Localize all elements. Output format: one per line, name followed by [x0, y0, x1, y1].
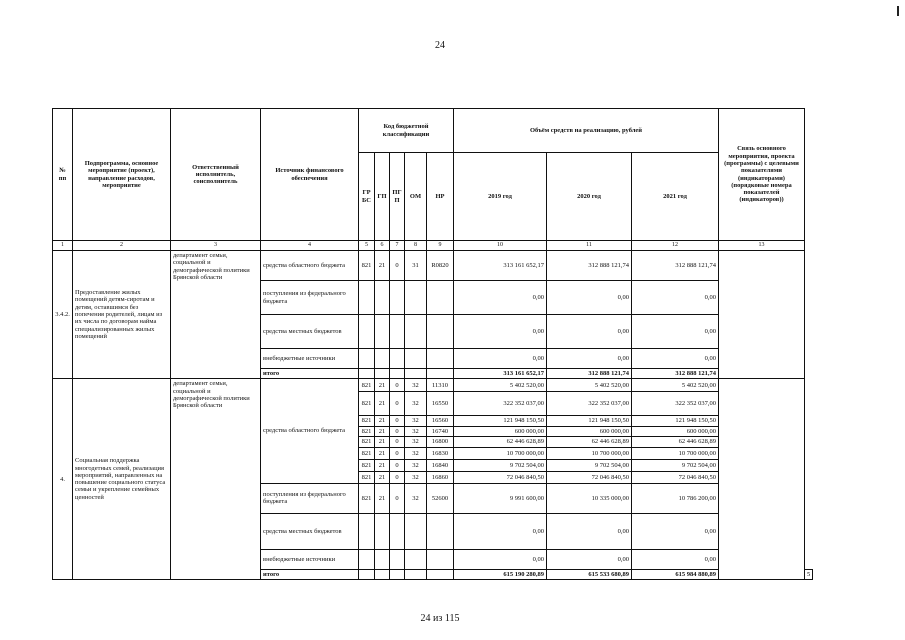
pgp-cell: 0 [390, 436, 405, 447]
amount-2020: 121 948 150,50 [547, 416, 632, 426]
grbs-cell [359, 549, 375, 569]
pgp-cell: 0 [390, 483, 405, 513]
om-cell: 32 [405, 436, 427, 447]
om-cell [405, 369, 427, 379]
amount-2021: 62 446 628,89 [632, 436, 719, 447]
np-cell: 16740 [427, 426, 454, 436]
link-cell [719, 251, 805, 379]
np-cell: R0820 [427, 251, 454, 281]
grbs-cell [359, 513, 375, 549]
amount-2021: 312 888 121,74 [632, 251, 719, 281]
amount-2021: 0,00 [632, 349, 719, 369]
header-subprogram: Подпрограмма, основное мероприятие (проект), направление расходов, мероприятие [73, 109, 171, 241]
funding-source: поступления из федерального бюджета [261, 281, 359, 315]
om-cell: 32 [405, 426, 427, 436]
amount-2020: 5 402 520,00 [547, 379, 632, 392]
funding-source: средства областного бюджета [261, 251, 359, 281]
om-cell [405, 549, 427, 569]
funding-source: средства областного бюджета [261, 379, 359, 484]
np-cell: 52600 [427, 483, 454, 513]
pgp-cell: 0 [390, 459, 405, 471]
pgp-cell: 0 [390, 392, 405, 416]
om-cell: 32 [405, 471, 427, 483]
pgp-cell: 0 [390, 251, 405, 281]
amount-2020: 0,00 [547, 549, 632, 569]
total-2020: 312 888 121,74 [547, 369, 632, 379]
grbs-cell: 821 [359, 392, 375, 416]
pgp-cell [390, 281, 405, 315]
total-2019: 313 161 652,17 [454, 369, 547, 379]
np-cell [427, 513, 454, 549]
pgp-cell: 0 [390, 426, 405, 436]
np-cell: 16830 [427, 447, 454, 459]
amount-2019: 62 446 628,89 [454, 436, 547, 447]
amount-2020: 322 352 037,00 [547, 392, 632, 416]
np-cell [427, 549, 454, 569]
pgp-cell: 0 [390, 379, 405, 392]
om-cell: 32 [405, 447, 427, 459]
np-cell: 16860 [427, 471, 454, 483]
np-cell [427, 281, 454, 315]
amount-2021: 5 402 520,00 [632, 379, 719, 392]
om-cell: 32 [405, 483, 427, 513]
gp-cell: 21 [375, 447, 390, 459]
om-cell [405, 569, 427, 579]
col-number: 4 [261, 241, 359, 251]
grbs-cell: 821 [359, 426, 375, 436]
amount-2021: 10 786 200,00 [632, 483, 719, 513]
col-number: 7 [390, 241, 405, 251]
gp-cell [375, 349, 390, 369]
col-number: 9 [427, 241, 454, 251]
gp-cell: 21 [375, 471, 390, 483]
amount-2019: 0,00 [454, 281, 547, 315]
header-source: Источник финансового обеспечения [261, 109, 359, 241]
amount-2019: 9 702 504,00 [454, 459, 547, 471]
pgp-cell [390, 315, 405, 349]
pgp-cell: 0 [390, 471, 405, 483]
header-2021: 2021 год [632, 153, 719, 241]
col-number: 11 [547, 241, 632, 251]
header-executor: Ответственный исполнитель, соисполнитель [171, 109, 261, 241]
col-number: 5 [359, 241, 375, 251]
amount-2020: 0,00 [547, 315, 632, 349]
page-number-top: 24 [435, 40, 445, 51]
om-cell: 32 [405, 459, 427, 471]
om-cell: 32 [405, 416, 427, 426]
gp-cell [375, 569, 390, 579]
amount-2019: 313 161 652,17 [454, 251, 547, 281]
np-cell [427, 569, 454, 579]
grbs-cell: 821 [359, 251, 375, 281]
amount-2021: 322 352 037,00 [632, 392, 719, 416]
budget-table [52, 108, 813, 580]
grbs-cell: 821 [359, 459, 375, 471]
om-cell [405, 281, 427, 315]
pgp-cell [390, 549, 405, 569]
gp-cell: 21 [375, 426, 390, 436]
amount-2021: 10 700 000,00 [632, 447, 719, 459]
executor: департамент семьи, социальной и демографической политики Брянской области [171, 379, 261, 580]
grbs-cell: 821 [359, 379, 375, 392]
total-label: итого [261, 569, 359, 579]
om-cell: 32 [405, 392, 427, 416]
executor: департамент семьи, социальной и демографической политики Брянской области [171, 251, 261, 379]
pgp-cell: 0 [390, 447, 405, 459]
amount-2020: 0,00 [547, 281, 632, 315]
header-link: Связь основного мероприятия, проекта (программы) с целевыми показателями (индикаторами) (порядковые номера показателей (индикаторов)) [719, 109, 805, 241]
total-label: итого [261, 369, 359, 379]
col-number: 6 [375, 241, 390, 251]
np-cell: 16560 [427, 416, 454, 426]
np-cell: 16840 [427, 459, 454, 471]
grbs-cell: 821 [359, 447, 375, 459]
amount-2019: 121 948 150,50 [454, 416, 547, 426]
funding-source: внебюджетные источники [261, 349, 359, 369]
row-number: 3.4.2. [53, 251, 73, 379]
col-number: 2 [73, 241, 171, 251]
total-2019: 615 190 280,89 [454, 569, 547, 579]
amount-2019: 5 402 520,00 [454, 379, 547, 392]
amount-2021: 0,00 [632, 315, 719, 349]
gp-cell: 21 [375, 392, 390, 416]
link-cell [719, 379, 805, 580]
header-budget-code: Код бюджетной классификации [359, 109, 454, 153]
gp-cell: 21 [375, 483, 390, 513]
amount-2021: 9 702 504,00 [632, 459, 719, 471]
header-no: № пп [53, 109, 73, 241]
gp-cell [375, 513, 390, 549]
page-footer: 24 из 115 [420, 613, 460, 624]
gp-cell [375, 549, 390, 569]
amount-2021: 0,00 [632, 549, 719, 569]
gp-cell [375, 281, 390, 315]
gp-cell: 21 [375, 416, 390, 426]
row-number: 4. [53, 379, 73, 580]
amount-2021: 0,00 [632, 513, 719, 549]
amount-2019: 0,00 [454, 549, 547, 569]
np-cell: 11310 [427, 379, 454, 392]
total-2020: 615 533 680,89 [547, 569, 632, 579]
grbs-cell: 821 [359, 416, 375, 426]
amount-2020: 10 700 000,00 [547, 447, 632, 459]
grbs-cell [359, 569, 375, 579]
pgp-cell [390, 569, 405, 579]
gp-cell: 21 [375, 379, 390, 392]
gp-cell: 21 [375, 436, 390, 447]
col-number: 8 [405, 241, 427, 251]
amount-2020: 600 000,00 [547, 426, 632, 436]
funding-source: внебюджетные источники [261, 549, 359, 569]
amount-2019: 0,00 [454, 513, 547, 549]
amount-2019: 10 700 000,00 [454, 447, 547, 459]
funding-source: поступления из федерального бюджета [261, 483, 359, 513]
amount-2021: 0,00 [632, 281, 719, 315]
grbs-cell: 821 [359, 436, 375, 447]
header-2019: 2019 год [454, 153, 547, 241]
amount-2019: 0,00 [454, 315, 547, 349]
amount-2020: 62 446 628,89 [547, 436, 632, 447]
gp-cell: 21 [375, 251, 390, 281]
amount-2020: 0,00 [547, 349, 632, 369]
total-2021: 312 888 121,74 [632, 369, 719, 379]
grbs-cell: 821 [359, 483, 375, 513]
grbs-cell [359, 369, 375, 379]
amount-2020: 72 046 840,50 [547, 471, 632, 483]
grbs-cell [359, 315, 375, 349]
amount-2020: 10 335 000,00 [547, 483, 632, 513]
pgp-cell [390, 513, 405, 549]
np-cell: 16550 [427, 392, 454, 416]
header-2020: 2020 год [547, 153, 632, 241]
grbs-cell [359, 281, 375, 315]
np-cell [427, 349, 454, 369]
scan-edge-mark [897, 6, 899, 16]
gp-cell [375, 369, 390, 379]
header-pgp: ПГП [390, 153, 405, 241]
amount-2019: 72 046 840,50 [454, 471, 547, 483]
amount-2020: 312 888 121,74 [547, 251, 632, 281]
amount-2021: 600 000,00 [632, 426, 719, 436]
om-cell [405, 315, 427, 349]
col-number: 13 [719, 241, 805, 251]
gp-cell [375, 315, 390, 349]
header-volume: Объём средств на реализацию, рублей [454, 109, 719, 153]
amount-2019: 0,00 [454, 349, 547, 369]
total-2021: 615 984 880,89 [632, 569, 719, 579]
om-cell [405, 513, 427, 549]
amount-2020: 9 702 504,00 [547, 459, 632, 471]
col-number: 1 [53, 241, 73, 251]
col-number: 12 [632, 241, 719, 251]
om-cell [405, 349, 427, 369]
col-number: 10 [454, 241, 547, 251]
amount-2019: 9 991 600,00 [454, 483, 547, 513]
np-cell [427, 369, 454, 379]
funding-source: средства местных бюджетов [261, 513, 359, 549]
measure-title: Предоставление жилых помещений детям-сиротам и детям, оставшимся без попечения родителей, лицам из их числа по договорам найма специализированных жилых помещений [73, 251, 171, 379]
om-cell: 31 [405, 251, 427, 281]
header-om: ОМ [405, 153, 427, 241]
pgp-cell [390, 369, 405, 379]
amount-2020: 0,00 [547, 513, 632, 549]
col-number: 3 [171, 241, 261, 251]
amount-2021: 121 948 150,50 [632, 416, 719, 426]
gp-cell: 21 [375, 459, 390, 471]
np-cell [427, 315, 454, 349]
pgp-cell [390, 349, 405, 369]
grbs-cell: 821 [359, 471, 375, 483]
pgp-cell: 0 [390, 416, 405, 426]
header-grbs: ГРБС [359, 153, 375, 241]
header-np: НР [427, 153, 454, 241]
amount-2019: 322 352 037,00 [454, 392, 547, 416]
amount-2019: 600 000,00 [454, 426, 547, 436]
om-cell: 32 [405, 379, 427, 392]
header-gp: ГП [375, 153, 390, 241]
np-cell: 16800 [427, 436, 454, 447]
amount-2021: 72 046 840,50 [632, 471, 719, 483]
indicator-link: 5 [805, 569, 813, 579]
funding-source: средства местных бюджетов [261, 315, 359, 349]
grbs-cell [359, 349, 375, 369]
measure-title: Социальная поддержка многодетных семей, реализация мероприятий, направленных на повышение социального статуса семьи и укрепление семейных ценностей [73, 379, 171, 580]
